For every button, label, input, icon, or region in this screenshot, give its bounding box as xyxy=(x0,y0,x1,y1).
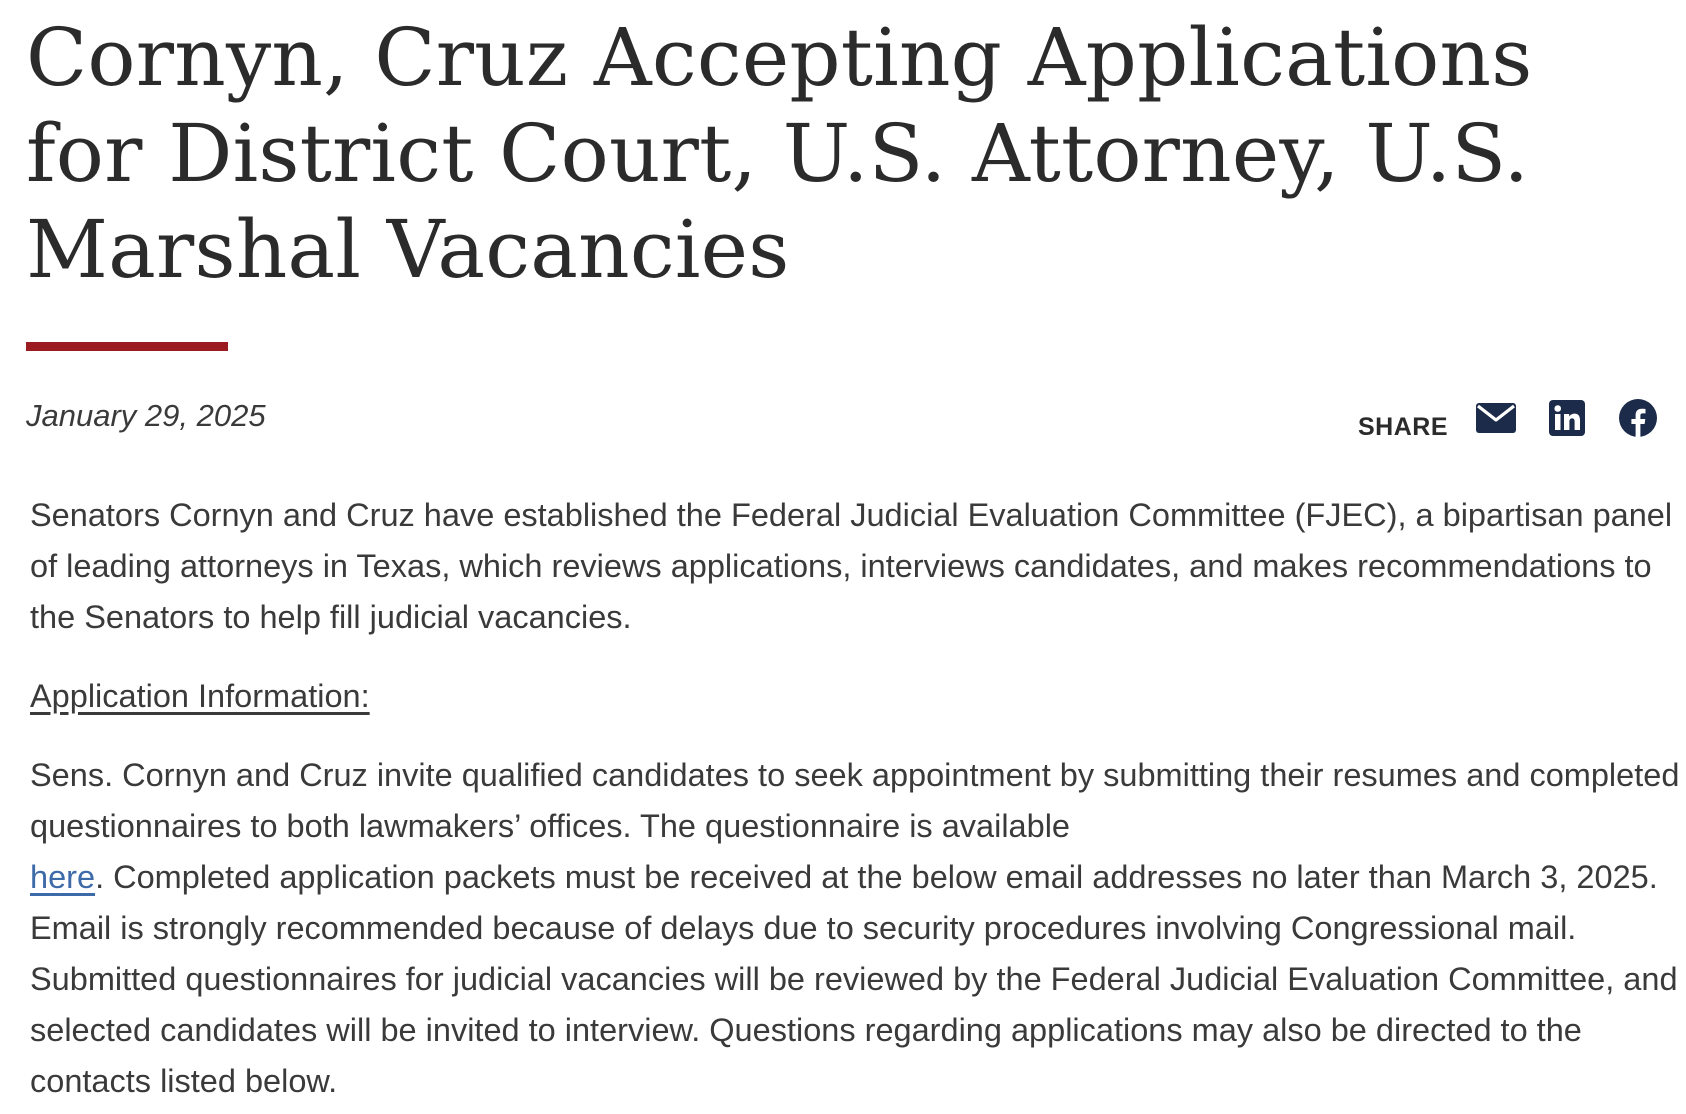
share-linkedin-button[interactable] xyxy=(1545,396,1589,440)
questionnaire-link[interactable]: here xyxy=(30,859,96,895)
title-divider xyxy=(26,342,228,351)
share-email-button[interactable] xyxy=(1474,396,1518,440)
application-paragraph xyxy=(30,750,1680,1107)
page-title: Cornyn, Cruz Accepting Applications for District Court, U.S. Attorney, U.S. Marshal Vacancies xyxy=(26,11,1533,296)
share-label: SHARE xyxy=(1357,412,1448,441)
share-facebook-button[interactable] xyxy=(1616,396,1660,440)
linkedin-icon xyxy=(1549,400,1585,436)
publish-date: January 29, 2025 xyxy=(26,398,266,433)
article-meta xyxy=(26,398,1660,448)
application-text-part2: . Completed application packets must be received at the below email addresses no later than March 3, 2025. Email is strongly recommended because of delays due to security procedures involving Congressional mail. Submitted questionnaires for judicial vacancies will be reviewed by the Federal Judicial Evaluation Committee, and selected candidates will be invited to interview. Questions regarding applications may also be directed to the contacts listed below. xyxy=(30,859,1678,1099)
facebook-icon xyxy=(1618,398,1658,438)
application-text-part1: Sens. Cornyn and Cruz invite qualified candidates to seek appointment by submitting their resumes and completed questionnaires to both lawmakers’ offices. The questionnaire is available xyxy=(30,757,1680,844)
article-body xyxy=(30,490,1680,1107)
application-info-heading: Application Information: xyxy=(30,678,370,714)
intro-paragraph: Senators Cornyn and Cruz have established the Federal Judicial Evaluation Committee (FJEC), a bipartisan panel of leading attorneys in Texas, which reviews applications, interviews candidates, and makes recommendations to the Senators to help fill judicial vacancies. xyxy=(30,497,1673,635)
envelope-icon xyxy=(1476,403,1516,433)
share-bar xyxy=(1357,398,1660,441)
